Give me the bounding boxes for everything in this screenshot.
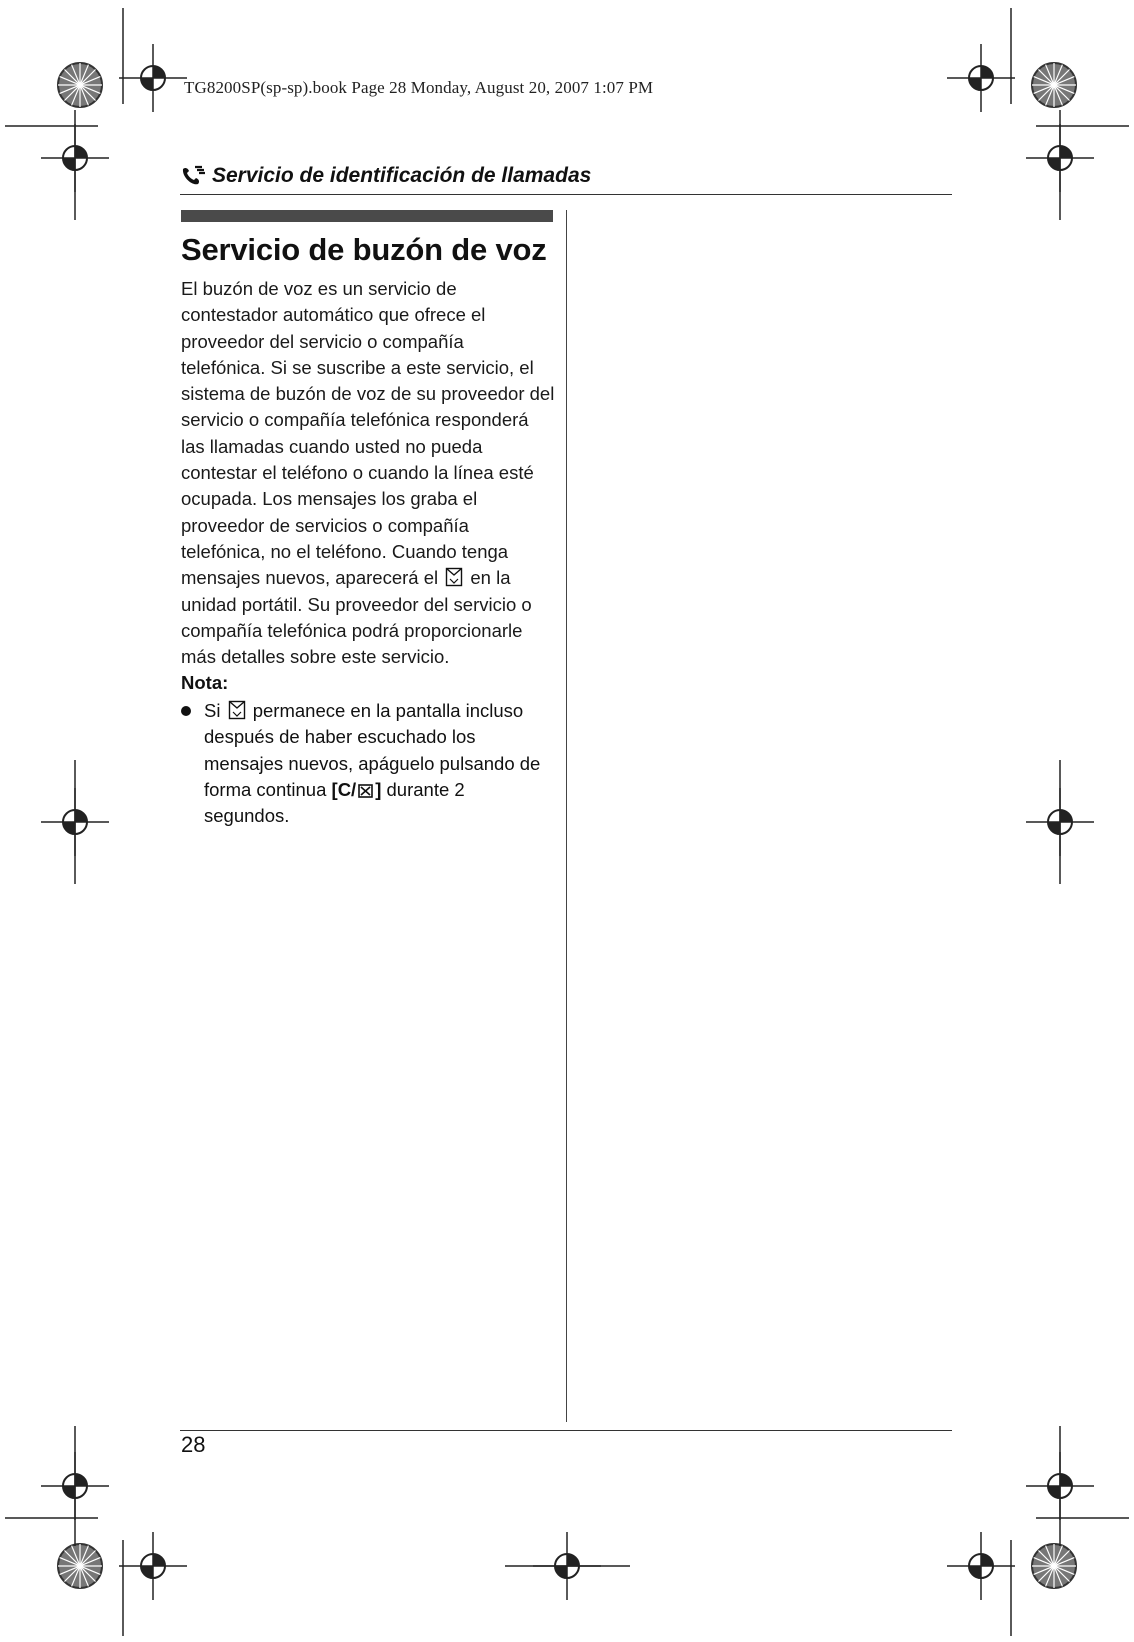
body-line: contestador automático que ofrece el xyxy=(181,304,486,326)
body-line: telefónica. Si se suscribe a este servicio, el xyxy=(181,356,534,378)
caller-id-phone-icon xyxy=(180,165,206,187)
body-line: ocupada. Los mensajes los graba el xyxy=(181,488,478,510)
body-line: telefónica, no el teléfono. Cuando tenga xyxy=(181,540,509,562)
body-line: más detalles sobre este servicio. xyxy=(181,646,450,668)
body-line: proveedor de servicios o compañía xyxy=(181,514,469,536)
body-line: proveedor del servicio o compañía xyxy=(181,330,464,352)
body-paragraph xyxy=(181,276,561,670)
body-line: unidad portátil. Su proveedor del servicio o xyxy=(181,593,532,615)
body-line-before-icon: mensajes nuevos, aparecerá el xyxy=(181,567,439,589)
section-header-text: Servicio de identificación de llamadas xyxy=(212,164,592,187)
note-line xyxy=(204,698,540,724)
voicemail-envelope-icon xyxy=(445,567,463,587)
body-line: El buzón de voz es un servicio de xyxy=(181,278,457,299)
title-bar xyxy=(181,210,553,222)
page-number: 28 xyxy=(181,1432,206,1457)
column-divider xyxy=(566,210,567,1422)
note-line xyxy=(204,777,540,803)
note-line-after-icon: permanece en la pantalla incluso xyxy=(252,700,524,721)
bullet-icon xyxy=(181,706,191,716)
body-line-after-icon: en la xyxy=(470,567,511,589)
page-title: Servicio de buzón de voz xyxy=(181,232,547,267)
note-line: segundos. xyxy=(204,805,290,827)
body-line-with-icon xyxy=(181,565,561,591)
body-line: sistema de buzón de voz de su proveedor del xyxy=(181,383,555,405)
off-key-text: C/ xyxy=(337,778,357,800)
note-line-before-icon: Si xyxy=(204,700,221,721)
body-line: servicio o compañía telefónica responderá xyxy=(181,409,529,431)
body-line: las llamadas cuando usted no pueda xyxy=(181,435,483,457)
note-line: mensajes nuevos, apáguelo pulsando de xyxy=(204,752,541,774)
section-header xyxy=(180,164,591,188)
note-line-after-key: durante 2 xyxy=(386,778,465,800)
section-rule xyxy=(180,194,952,195)
body-line: contestar el teléfono o cuando la línea esté xyxy=(181,462,534,484)
footer-rule xyxy=(180,1430,952,1431)
off-key-label: [C/ ] xyxy=(331,778,382,800)
note-line: después de haber escuchado los xyxy=(204,726,476,748)
note-line-before-key: forma continua xyxy=(204,778,327,800)
book-header: TG8200SP(sp-sp).book Page 28 Monday, August 20, 2007 1:07 PM xyxy=(184,78,654,97)
body-line: compañía telefónica podrá proporcionarle xyxy=(181,619,523,641)
off-key-icon xyxy=(358,783,373,799)
note-label: Nota: xyxy=(181,672,229,693)
voicemail-envelope-icon xyxy=(228,700,246,720)
